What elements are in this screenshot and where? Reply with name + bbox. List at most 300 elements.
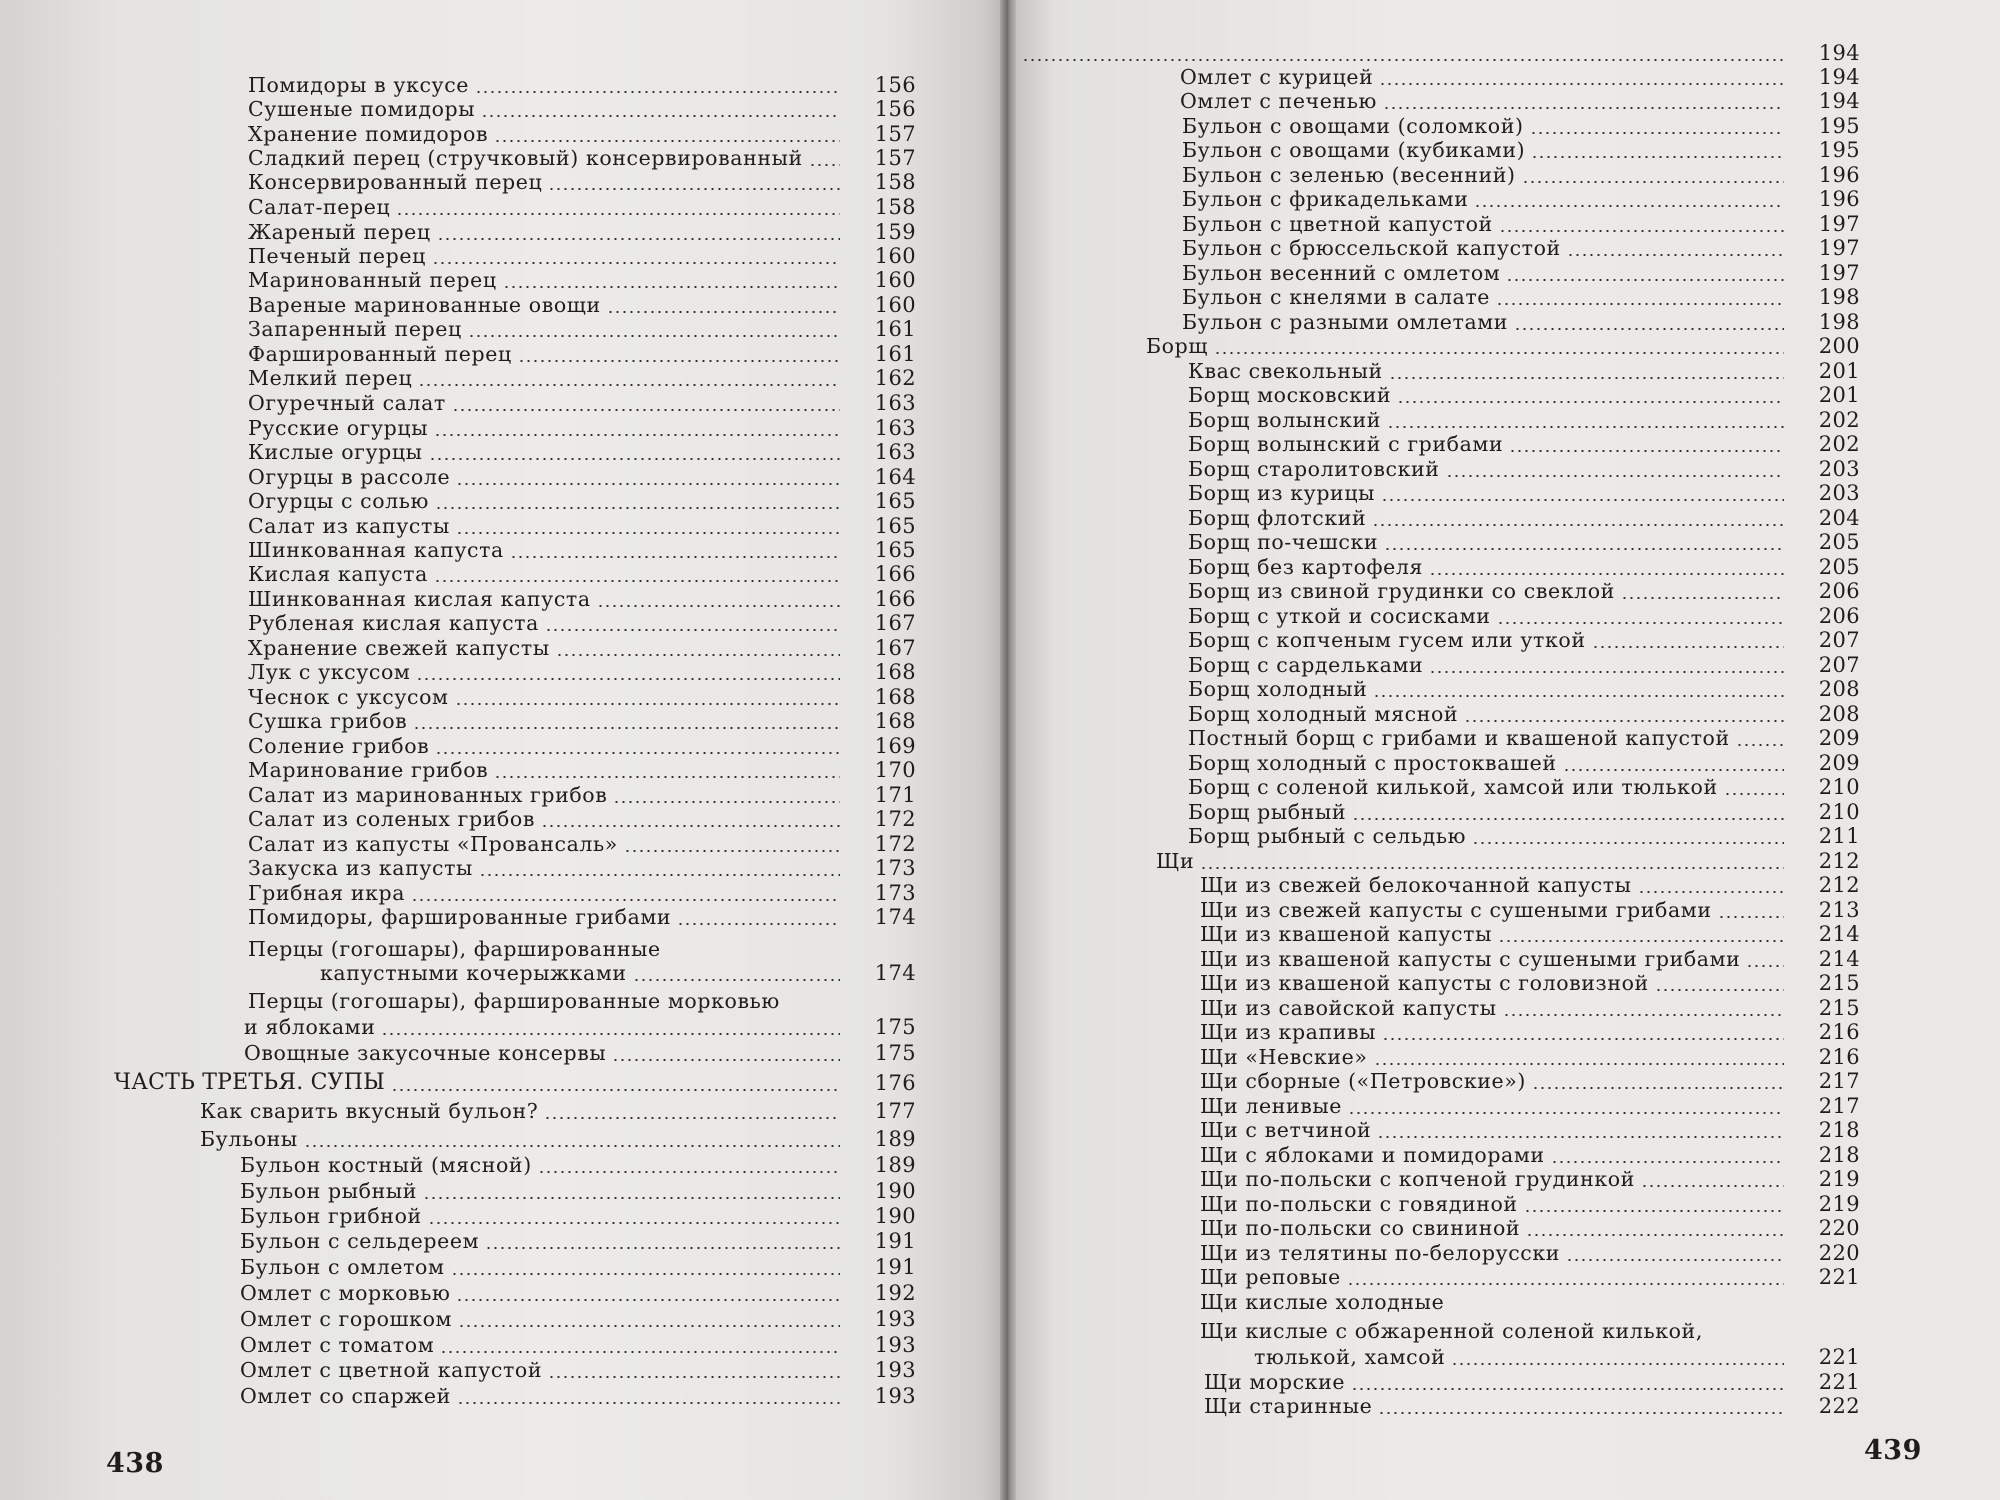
toc-entry-page: 189 xyxy=(874,1153,916,1177)
toc-entry xyxy=(240,1280,916,1306)
toc-entry-title: Борщ волынский с грибами xyxy=(1188,432,1504,456)
toc-entry-title: Перцы (гогошары), фаршированные морковью xyxy=(248,989,780,1013)
dot-leader xyxy=(411,899,840,901)
dot-leader xyxy=(418,384,840,386)
toc-entry xyxy=(248,267,916,293)
toc-entry-page: 195 xyxy=(1818,114,1860,138)
toc-entry xyxy=(240,1357,916,1383)
toc-entry-page: 214 xyxy=(1818,922,1860,946)
toc-entry-title: Перцы (гогошары), фаршированные xyxy=(248,937,661,961)
toc-entry xyxy=(248,439,916,465)
toc-entry-title: Лук с уксусом xyxy=(248,660,411,684)
dot-leader xyxy=(456,1299,840,1301)
toc-entry-page: 170 xyxy=(874,758,916,782)
toc-entry-page: 177 xyxy=(874,1099,916,1123)
toc-entry xyxy=(1204,1369,1860,1395)
toc-entry-title: Щи кислые с обжаренной соленой килькой, xyxy=(1200,1319,1703,1343)
toc-entry xyxy=(1188,701,1860,727)
toc-entry-page: 156 xyxy=(874,73,916,97)
toc-entry-title: Сушка грибов xyxy=(248,709,408,733)
toc-entry xyxy=(1188,799,1860,825)
toc-entry-title: Бульон с разными омлетами xyxy=(1182,310,1509,334)
toc-entry-title: Русские огурцы xyxy=(248,416,429,440)
toc-entry xyxy=(1200,1068,1860,1094)
toc-entry-title: Кислые огурцы xyxy=(248,440,423,464)
toc-entry-title: Щи кислые холодные xyxy=(1200,1290,1445,1314)
toc-entry-page: 196 xyxy=(1818,163,1860,187)
dot-leader xyxy=(1383,107,1784,109)
toc-entry-title: Борщ рыбный xyxy=(1188,800,1347,824)
dot-leader xyxy=(1509,450,1784,452)
toc-entry xyxy=(240,1332,916,1358)
toc-entry-page: 215 xyxy=(1818,996,1860,1020)
toc-entry-page: 165 xyxy=(874,514,916,538)
toc-entry-title: Хранение помидоров xyxy=(248,122,489,146)
toc-entry-title: Бульон с брюссельской капустой xyxy=(1182,236,1561,260)
toc-entry-title: Борщ с сардельками xyxy=(1188,653,1424,677)
toc-entry xyxy=(1182,186,1860,212)
toc-entry-page: 167 xyxy=(874,611,916,635)
toc-entry-title: Жареный перец xyxy=(248,220,431,244)
dot-leader xyxy=(456,532,840,534)
toc-entry-title: Печеный перец xyxy=(248,244,426,268)
toc-entry-title: Щи по-польски со свининой xyxy=(1200,1216,1521,1240)
toc-entry xyxy=(248,464,916,490)
toc-entry-page: 166 xyxy=(874,587,916,611)
toc-entry xyxy=(1188,627,1860,653)
toc-entry-title: Щи старинные xyxy=(1204,1394,1373,1418)
dot-leader xyxy=(1531,156,1784,158)
toc-entry xyxy=(1200,1019,1860,1045)
toc-entry-page: 166 xyxy=(874,562,916,586)
toc-entry-title: Маринованный перец xyxy=(248,268,497,292)
toc-entry xyxy=(244,1014,916,1040)
dot-leader xyxy=(1429,573,1784,575)
left-page-number: 438 xyxy=(106,1448,164,1479)
toc-entry-title: Бульоны xyxy=(200,1127,298,1151)
toc-entry-page: 193 xyxy=(874,1307,916,1331)
toc-entry-page: 197 xyxy=(1818,261,1860,285)
dot-leader xyxy=(1022,59,1784,61)
toc-entry xyxy=(248,684,916,710)
right-toc xyxy=(1016,0,2000,1500)
toc-entry-title: Огурцы в рассоле xyxy=(248,465,451,489)
toc-entry-title: Рубленая кислая капуста xyxy=(248,611,539,635)
toc-entry xyxy=(1188,578,1860,604)
toc-entry-title: Щи сборные («Петровские») xyxy=(1200,1069,1527,1093)
toc-entry xyxy=(1180,64,1860,90)
toc-entry xyxy=(1200,995,1860,1021)
toc-entry-page: 215 xyxy=(1818,971,1860,995)
toc-entry-page: 162 xyxy=(874,366,916,390)
toc-entry xyxy=(248,121,916,147)
toc-entry-page: 204 xyxy=(1818,506,1860,530)
toc-entry-title: Бульон с цветной капустой xyxy=(1182,212,1493,236)
toc-entry-title: Борщ холодный с простоквашей xyxy=(1188,751,1557,775)
toc-entry-title: Борщ из курицы xyxy=(1188,481,1376,505)
toc-entry xyxy=(1200,897,1860,923)
dot-leader xyxy=(428,1222,840,1224)
toc-entry-page: 210 xyxy=(1818,800,1860,824)
toc-entry-page: 193 xyxy=(874,1384,916,1408)
dot-leader xyxy=(396,213,840,215)
dot-leader xyxy=(452,409,840,411)
toc-entry-page: 216 xyxy=(1818,1020,1860,1044)
toc-entry-title: Щи с яблоками и помидорами xyxy=(1200,1143,1545,1167)
toc-entry xyxy=(1188,750,1860,776)
toc-entry-title: Щи «Невские» xyxy=(1200,1045,1368,1069)
toc-entry xyxy=(1180,88,1860,114)
right-page xyxy=(1016,0,2000,1500)
dot-leader xyxy=(1374,1063,1785,1065)
toc-entry-title: Огуречный салат xyxy=(248,391,446,415)
dot-leader xyxy=(1474,205,1784,207)
toc-entry-page: 200 xyxy=(1818,334,1860,358)
toc-entry-page: 190 xyxy=(874,1179,916,1203)
toc-entry xyxy=(248,365,916,391)
dot-leader xyxy=(437,238,840,240)
toc-entry xyxy=(1188,431,1860,457)
dot-leader xyxy=(481,115,840,117)
dot-leader xyxy=(1351,1388,1784,1390)
toc-entry-title: Борщ по-чешски xyxy=(1188,530,1379,554)
dot-leader xyxy=(1526,1234,1784,1236)
dot-leader xyxy=(1347,1283,1784,1285)
toc-entry-page: 172 xyxy=(874,832,916,856)
dot-leader xyxy=(624,850,840,852)
toc-entry xyxy=(1182,235,1860,261)
dot-leader xyxy=(1382,1038,1784,1040)
toc-entry xyxy=(248,96,916,122)
toc-entry-page: 163 xyxy=(874,416,916,440)
toc-entry xyxy=(114,1070,916,1096)
toc-entry xyxy=(240,1383,916,1409)
dot-leader xyxy=(503,286,840,288)
toc-entry xyxy=(200,1098,916,1124)
toc-entry xyxy=(248,561,916,587)
toc-entry xyxy=(1188,823,1860,849)
toc-entry xyxy=(240,1254,916,1280)
toc-entry-page: 164 xyxy=(874,465,916,489)
toc-entry xyxy=(248,659,916,685)
toc-entry-page: 165 xyxy=(874,538,916,562)
toc-entry-title: Омлет с томатом xyxy=(240,1333,435,1357)
toc-entry xyxy=(248,292,916,318)
toc-entry-page: 171 xyxy=(874,783,916,807)
toc-entry-title: Шинкованная кислая капуста xyxy=(248,587,591,611)
toc-entry-page: 163 xyxy=(874,440,916,464)
toc-entry-page: 202 xyxy=(1818,432,1860,456)
dot-leader xyxy=(1384,548,1784,550)
toc-entry xyxy=(248,341,916,367)
toc-entry-page: 217 xyxy=(1818,1069,1860,1093)
dot-leader xyxy=(1378,1412,1784,1414)
toc-entry-title: Шинкованная капуста xyxy=(248,538,504,562)
toc-entry-page: 168 xyxy=(874,685,916,709)
toc-entry-page: 160 xyxy=(874,293,916,317)
toc-entry-page: 203 xyxy=(1818,457,1860,481)
toc-entry xyxy=(240,1203,916,1229)
dot-leader xyxy=(1530,132,1784,134)
toc-entry-page: 206 xyxy=(1818,579,1860,603)
toc-entry-page: 158 xyxy=(874,170,916,194)
toc-entry-page: 222 xyxy=(1818,1394,1860,1418)
toc-entry-page: 211 xyxy=(1818,824,1860,848)
dot-leader xyxy=(1592,646,1784,648)
toc-entry xyxy=(1200,1318,1860,1344)
dot-leader xyxy=(381,1033,840,1035)
toc-entry xyxy=(1200,1289,1860,1315)
toc-entry-page: 167 xyxy=(874,636,916,660)
dot-leader xyxy=(494,776,840,778)
toc-entry-page: 221 xyxy=(1818,1265,1860,1289)
toc-entry xyxy=(1188,407,1860,433)
toc-entry xyxy=(248,488,916,514)
dot-leader xyxy=(1499,230,1784,232)
dot-leader xyxy=(429,458,840,460)
toc-entry-page: 218 xyxy=(1818,1118,1860,1142)
toc-entry-title: Бульон с кнелями в салате xyxy=(1182,285,1490,309)
toc-entry-title: Маринование грибов xyxy=(248,758,489,782)
dot-leader xyxy=(1503,1014,1784,1016)
dot-leader xyxy=(1472,842,1784,844)
dot-leader xyxy=(1655,989,1784,991)
dot-leader xyxy=(457,1402,840,1404)
toc-entry-title: Квас свекольный xyxy=(1188,359,1383,383)
toc-entry-title: Щи реповые xyxy=(1200,1265,1341,1289)
toc-entry-page: 163 xyxy=(874,391,916,415)
toc-entry-title: Как сварить вкусный бульон? xyxy=(200,1099,539,1123)
dot-leader xyxy=(1497,622,1784,624)
dot-leader xyxy=(1532,1087,1784,1089)
toc-entry-page: 194 xyxy=(1818,41,1860,65)
toc-entry-page: 159 xyxy=(874,220,916,244)
toc-entry-title: Бульон рыбный xyxy=(240,1179,418,1203)
dot-leader xyxy=(1567,254,1784,256)
toc-entry-title: Фаршированный перец xyxy=(248,342,512,366)
toc-entry xyxy=(320,960,916,986)
toc-entry-title: Борщ без картофеля xyxy=(1188,555,1424,579)
toc-entry-title: Запаренный перец xyxy=(248,317,462,341)
toc-entry-page: 220 xyxy=(1818,1241,1860,1265)
toc-entry-title: Постный борщ с грибами и квашеной капустой xyxy=(1188,726,1730,750)
toc-entry-title: Щи ленивые xyxy=(1200,1094,1343,1118)
toc-entry-page: 201 xyxy=(1818,383,1860,407)
toc-entry-page: 212 xyxy=(1818,849,1860,873)
toc-entry-title: Хранение свежей капусты xyxy=(248,636,550,660)
dot-leader xyxy=(416,678,840,680)
toc-entry-title: Кислая капуста xyxy=(248,562,428,586)
dot-leader xyxy=(1641,1185,1784,1187)
toc-entry-page: 197 xyxy=(1818,236,1860,260)
toc-entry-title: Щи из квашеной капусты xyxy=(1200,922,1492,946)
toc-entry-page: 157 xyxy=(874,146,916,170)
dot-leader xyxy=(391,1089,840,1091)
toc-entry xyxy=(1182,309,1860,335)
toc-entry-title: Борщ с уткой и сосисками xyxy=(1188,604,1491,628)
book-gutter xyxy=(1000,0,1016,1500)
toc-entry-page: 208 xyxy=(1818,702,1860,726)
toc-entry-page: 173 xyxy=(874,881,916,905)
toc-entry xyxy=(1200,1093,1860,1119)
toc-entry-title: Сушеные помидоры xyxy=(248,97,476,121)
toc-entry xyxy=(1200,1117,1860,1143)
toc-entry xyxy=(248,390,916,416)
toc-entry-title: Бульон с омлетом xyxy=(240,1255,445,1279)
toc-entry-title: Салат-перец xyxy=(248,195,391,219)
toc-entry-title: Щи морские xyxy=(1204,1370,1346,1394)
toc-entry xyxy=(1200,1215,1860,1241)
toc-entry xyxy=(1204,1393,1860,1419)
toc-entry xyxy=(1182,211,1860,237)
dot-leader xyxy=(1506,279,1784,281)
toc-entry xyxy=(1200,921,1860,947)
toc-entry-title: Помидоры в уксусе xyxy=(248,73,470,97)
toc-entry-page: 160 xyxy=(874,268,916,292)
toc-entry-page: 216 xyxy=(1818,1045,1860,1069)
toc-entry xyxy=(1146,333,1860,359)
toc-entry xyxy=(1200,1166,1860,1192)
dot-leader xyxy=(458,1325,840,1327)
toc-entry-title: Борщ с соленой килькой, хамсой или тюлькой xyxy=(1188,775,1718,799)
toc-entry-title: Омлет с морковью xyxy=(240,1281,451,1305)
dot-leader xyxy=(1563,769,1784,771)
toc-entry xyxy=(248,243,916,269)
toc-entry xyxy=(1188,480,1860,506)
toc-entry-title: Борщ флотский xyxy=(1188,506,1367,530)
toc-entry-title: Чеснок с уксусом xyxy=(248,685,449,709)
dot-leader xyxy=(548,188,840,190)
toc-entry-page: 219 xyxy=(1818,1192,1860,1216)
toc-entry-title: капустными кочерыжками xyxy=(320,961,627,985)
dot-leader xyxy=(556,654,840,656)
dot-leader xyxy=(1724,793,1784,795)
dot-leader xyxy=(541,825,840,827)
toc-entry-page: 157 xyxy=(874,122,916,146)
dot-leader xyxy=(479,874,840,876)
toc-entry xyxy=(248,316,916,342)
toc-entry-title: Щи из свежей капусты с сушеными грибами xyxy=(1200,898,1712,922)
toc-entry-title: Щи с ветчиной xyxy=(1200,1118,1372,1142)
toc-entry xyxy=(1182,162,1860,188)
toc-entry xyxy=(1188,603,1860,629)
toc-entry-page: 191 xyxy=(874,1229,916,1253)
toc-entry-page: 207 xyxy=(1818,653,1860,677)
toc-entry-title: Борщ xyxy=(1146,334,1208,358)
toc-entry-page: 205 xyxy=(1818,555,1860,579)
toc-entry-page: 201 xyxy=(1818,359,1860,383)
toc-entry-page: 161 xyxy=(874,317,916,341)
dot-leader xyxy=(1214,352,1784,354)
dot-leader xyxy=(1736,744,1784,746)
toc-entry-page: 205 xyxy=(1818,530,1860,554)
dot-leader xyxy=(440,1351,840,1353)
toc-entry-page: 156 xyxy=(874,97,916,121)
toc-entry xyxy=(248,537,916,563)
dot-leader xyxy=(1718,916,1784,918)
toc-entry-title: Закуска из капусты xyxy=(248,856,473,880)
toc-entry-title: Борщ холодный xyxy=(1188,677,1368,701)
toc-entry-title: Щи по-польски с говядиной xyxy=(1200,1192,1518,1216)
dot-leader xyxy=(1464,720,1784,722)
toc-entry xyxy=(1188,774,1860,800)
toc-entry xyxy=(1188,358,1860,384)
toc-entry-page: 172 xyxy=(874,807,916,831)
toc-entry xyxy=(1188,652,1860,678)
toc-entry-page: 196 xyxy=(1818,187,1860,211)
toc-entry-page: 198 xyxy=(1818,310,1860,334)
toc-entry-title: Омлет со спаржей xyxy=(240,1384,451,1408)
dot-leader xyxy=(597,605,840,607)
toc-entry-title: Овощные закусочные консервы xyxy=(244,1041,607,1065)
toc-entry xyxy=(248,782,916,808)
dot-leader xyxy=(1352,818,1784,820)
toc-entry-page: 214 xyxy=(1818,947,1860,971)
dot-leader xyxy=(545,629,840,631)
toc-entry-title: Бульон с овощами (соломкой) xyxy=(1182,114,1524,138)
toc-entry-title: Помидоры, фаршированные грибами xyxy=(248,905,672,929)
dot-leader xyxy=(434,434,840,436)
dot-leader xyxy=(548,1376,840,1378)
toc-entry xyxy=(248,219,916,245)
toc-entry xyxy=(1188,676,1860,702)
dot-leader xyxy=(475,91,840,93)
toc-entry xyxy=(248,586,916,612)
dot-leader xyxy=(468,335,840,337)
toc-entry xyxy=(1156,848,1860,874)
toc-entry xyxy=(240,1152,916,1178)
toc-entry-page: 168 xyxy=(874,709,916,733)
toc-entry-page: 158 xyxy=(874,195,916,219)
toc-entry xyxy=(248,831,916,857)
toc-entry-page: 175 xyxy=(874,1041,916,1065)
toc-entry-title: Борщ рыбный с сельдью xyxy=(1188,824,1467,848)
toc-entry xyxy=(248,72,916,98)
toc-entry xyxy=(248,757,916,783)
toc-entry-title: Бульон с сельдереем xyxy=(240,1229,480,1253)
toc-entry-page: 168 xyxy=(874,660,916,684)
dot-leader xyxy=(1348,1112,1784,1114)
toc-entry xyxy=(248,880,916,906)
toc-entry-page: 212 xyxy=(1818,873,1860,897)
toc-entry xyxy=(1200,970,1860,996)
toc-entry xyxy=(1188,382,1860,408)
toc-entry-title: Огурцы с солью xyxy=(248,489,429,513)
dot-leader xyxy=(494,140,840,142)
toc-entry xyxy=(1200,946,1860,972)
toc-entry-page: 160 xyxy=(874,244,916,268)
dot-leader xyxy=(1522,181,1784,183)
dot-leader xyxy=(485,1247,840,1249)
toc-entry-title: Щи из свежей белокочанной капусты xyxy=(1200,873,1632,897)
toc-entry-title: ЧАСТЬ ТРЕТЬЯ. СУПЫ xyxy=(114,1070,385,1095)
toc-entry-page: 197 xyxy=(1818,212,1860,236)
toc-entry-page: 169 xyxy=(874,734,916,758)
toc-entry-page: 193 xyxy=(874,1333,916,1357)
toc-entry-page: 173 xyxy=(874,856,916,880)
toc-entry-title: Бульон весенний с омлетом xyxy=(1182,261,1501,285)
toc-entry xyxy=(1200,1142,1860,1168)
toc-entry xyxy=(248,635,916,661)
toc-entry-title: Борщ с копченым гусем или уткой xyxy=(1188,628,1586,652)
toc-entry xyxy=(1188,554,1860,580)
right-page-number: 439 xyxy=(1864,1435,1922,1466)
toc-entry xyxy=(200,1126,916,1152)
toc-entry-page: 209 xyxy=(1818,751,1860,775)
toc-entry-title: Мелкий перец xyxy=(248,366,413,390)
toc-entry xyxy=(1254,1344,1860,1370)
toc-entry xyxy=(248,415,916,441)
